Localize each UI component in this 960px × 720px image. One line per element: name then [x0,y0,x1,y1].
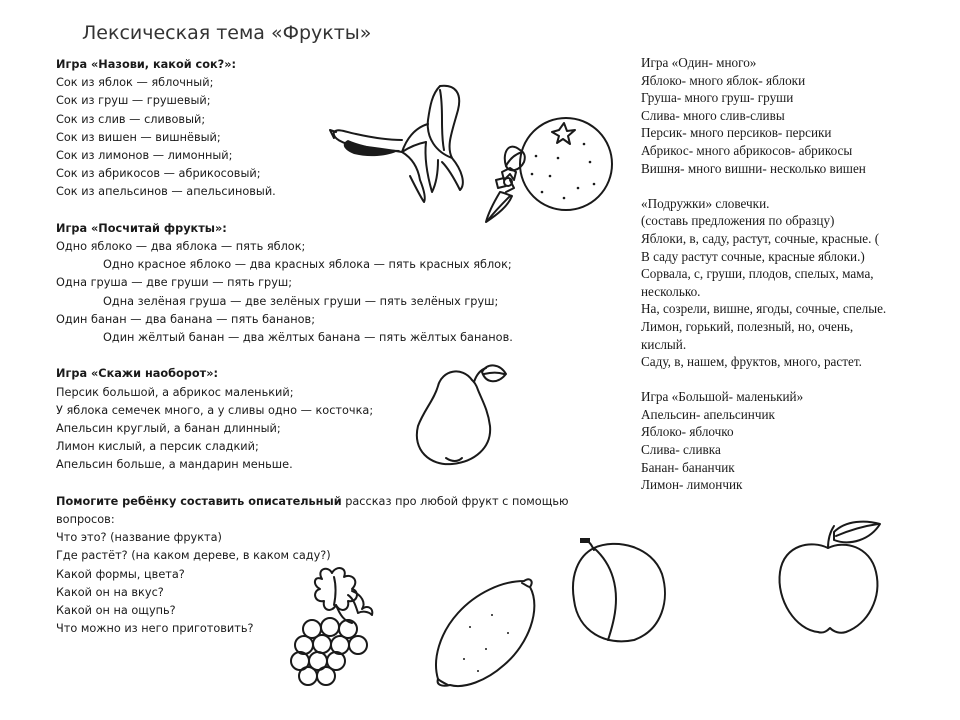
game-big-small-line: Апельсин- апельсинчик [641,406,775,422]
game-one-many-line: Персик- много персиков- персики [641,125,832,141]
banana-icon [328,80,478,205]
game-count-line: Один жёлтый банан — два жёлтых банана — пять жёлтых бананов. [103,331,513,345]
game-opposite-heading: Игра «Скажи наоборот»: [56,367,219,381]
game-juice-line: Сок из абрикосов — абрикосовый; [56,167,261,181]
game-friends-line: Сорвала, с, груши, плодов, спелых, мама, [641,266,874,282]
game-juice-line: Сок из яблок — яблочный; [56,76,214,90]
right-column [641,54,941,494]
game-one-many-heading: Игра «Один- много» [641,55,757,70]
page-title: Лексическая тема «Фрукты» [82,22,372,44]
game-opposite-line: Лимон кислый, а персик сладкий; [56,440,259,454]
game-friends-line: В саду растут сочные, красные яблоки.) [641,248,865,264]
game-big-small-line: Слива- сливка [641,442,721,458]
game-juice-line: Сок из вишен — вишнёвый; [56,130,221,144]
game-count-line: Один банан — два банана — пять бананов; [56,312,316,326]
game-one-many-line: Яблоко- много яблок- яблоки [641,72,806,88]
story-heading [56,493,591,529]
game-count-line: Одна груша — две груши — пять груш; [56,276,293,290]
pear-icon [412,360,512,470]
story-question: Что можно из него приготовить? [56,622,254,636]
game-big-small-line: Банан- бананчик [641,459,735,475]
game-friends-line: Яблоки, в, саду, растут, сочные, красные. ( [641,230,880,246]
orange-icon [480,110,618,234]
lemon-icon [430,575,535,690]
game-friends-line: На, созрели, вишне, ягоды, сочные, спелые. [641,301,887,317]
story-question: Что это? (название фрукта) [56,531,222,545]
story-question: Какой он на вкус? [56,585,164,599]
grapes-icon [282,565,394,687]
game-opposite-line: У яблока семечек много, а у сливы одно — косточка; [56,403,374,417]
game-big-small-heading: Игра «Большой- маленький» [641,389,804,405]
game-one-many-line: Абрикос- много абрикосов- абрикосы [641,142,853,158]
game-count-line: Одно красное яблоко — два красных яблока — пять красных яблок; [103,258,512,272]
game-one-many-line: Вишня- много вишни- несколько вишен [641,160,866,176]
game-friends-line: Саду, в, нашем, фруктов, много, растет. [641,354,862,370]
game-juice-heading: Игра «Назови, какой сок?»: [56,58,237,71]
game-one-many-line: Груша- много груш- груши [641,90,794,106]
game-opposite-line: Персик большой, а абрикос маленький; [56,385,294,399]
story-question: Какой формы, цвета? [56,567,185,581]
game-juice-line: Сок из груш — грушевый; [56,94,211,108]
plum-icon [568,534,670,646]
game-juice-line: Сок из лимонов — лимонный; [56,149,233,163]
game-one-many-line: Слива- много слив-сливы [641,107,785,123]
game-friends-line: Лимон, горький, полезный, но, очень, [641,318,854,334]
story-heading-rest: рассказ про любой фрукт с помощью вопросов: [56,494,569,527]
story-question: Какой он на ощупь? [56,604,176,618]
game-count-line: Одна зелёная груша — две зелёных груши — пять зелёных груш; [103,294,499,308]
game-friends-line: кислый. [641,336,687,352]
game-count-line: Одно яблоко — два яблока — пять яблок; [56,240,306,254]
game-opposite-line: Апельсин больше, а мандарин меньше. [56,458,293,472]
game-friends-line: несколько. [641,283,701,299]
game-big-small-line: Яблоко- яблочко [641,424,734,440]
story-question: Где растёт? (на каком дереве, в каком саду?) [56,549,331,563]
story-heading-bold: Помогите ребёнку составить описательный [56,494,342,508]
game-friends-line: (составь предложения по образцу) [641,213,835,229]
game-count-heading: Игра «Посчитай фрукты»: [56,221,227,235]
game-friends-line: «Подружки» словечки. [641,195,770,211]
game-juice-line: Сок из апельсинов — апельсиновый. [56,185,276,199]
apple-icon [770,518,892,636]
game-opposite-line: Апельсин круглый, а банан длинный; [56,422,281,436]
game-juice-line: Сок из слив — сливовый; [56,112,206,126]
game-big-small-line: Лимон- лимончик [641,477,743,493]
